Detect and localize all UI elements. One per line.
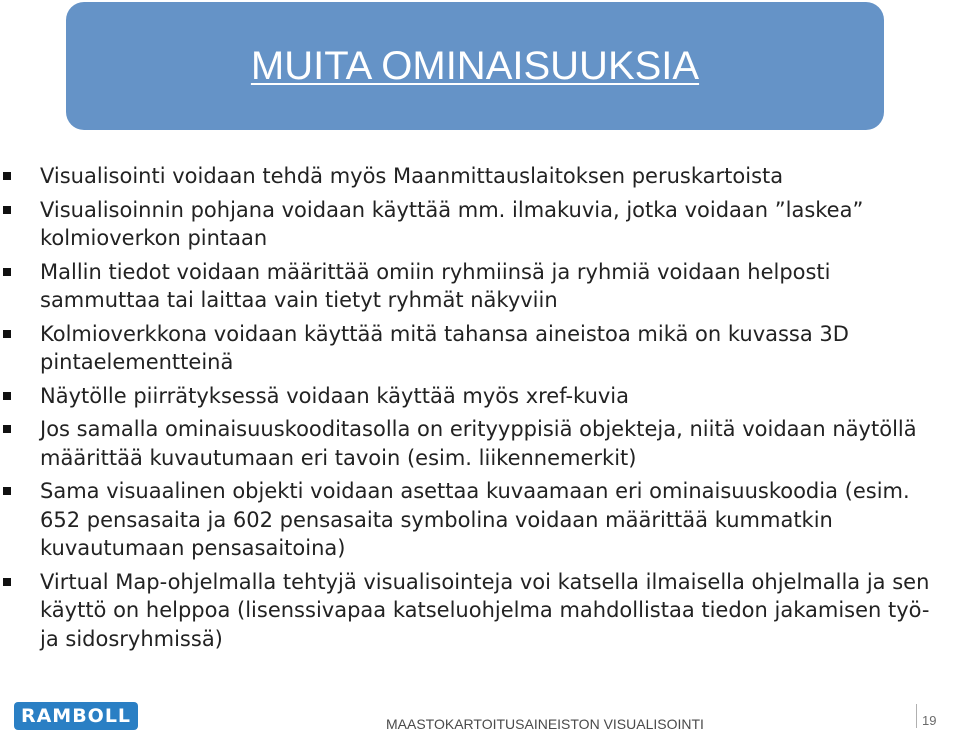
bullet-text: Mallin tiedot voidaan määrittää omiin ryhmiinsä ja ryhmiä voidaan helposti sammuttaa tai laittaa vain tietyt ryhmät näkyviin bbox=[40, 259, 831, 312]
bullet-text: Visualisointi voidaan tehdä myös Maanmittauslaitoksen peruskartoista bbox=[40, 164, 784, 188]
bullet-text: Virtual Map-ohjelmalla tehtyjä visualisointeja voi katsella ilmaisella ohjelmalla ja sen käyttö on helppoa (lisenssivapaa katseluohjelma mahdollistaa tiedon jakamisen työ- ja sidosryhmissä) bbox=[40, 569, 930, 651]
bullet-item bbox=[0, 258, 960, 315]
square-bullet-icon bbox=[3, 268, 11, 276]
bullet-item bbox=[0, 568, 960, 654]
bullet-text: Sama visuaalinen objekti voidaan asettaa kuvaamaan eri ominaisuuskoodia (esim. 652 pensasaita ja 602 pensasaita symbolina voidaan määrittää kummatkin kuvautumaan pensasaitoina) bbox=[40, 479, 910, 560]
logo-text: RAMBOLL bbox=[20, 705, 132, 727]
bullet-list bbox=[0, 162, 960, 658]
square-bullet-icon bbox=[3, 330, 11, 338]
square-bullet-icon bbox=[3, 206, 11, 214]
bullet-text: Kolmioverkkona voidaan käyttää mitä tahansa aineistoa mikä on kuvassa 3D pintaelementteinä bbox=[40, 321, 849, 374]
bullet-item bbox=[0, 162, 960, 191]
square-bullet-icon bbox=[3, 487, 11, 495]
title-banner bbox=[66, 2, 884, 130]
bullet-item bbox=[0, 196, 960, 253]
square-bullet-icon bbox=[3, 578, 11, 586]
bullet-item bbox=[0, 320, 960, 377]
slide-title: MUITA OMINAISUUKSIA bbox=[250, 43, 700, 88]
bullet-text: Jos samalla ominaisuuskooditasolla on erityyppisiä objekteja, niitä voidaan näytöllä määrittää kuvautumaan eri tavoin (esim. liikennemerkit) bbox=[40, 417, 917, 470]
square-bullet-icon bbox=[3, 392, 11, 400]
footer-caption: MAASTOKARTOITUSAINEISTON VISUALISOINTI bbox=[386, 716, 704, 732]
square-bullet-icon bbox=[3, 425, 11, 433]
page-number: 19 bbox=[922, 713, 937, 728]
bullet-item bbox=[0, 382, 960, 411]
bullet-item bbox=[0, 477, 960, 563]
square-bullet-icon bbox=[3, 172, 11, 180]
footer-divider bbox=[916, 704, 917, 728]
bullet-item bbox=[0, 415, 960, 472]
bullet-text: Visualisoinnin pohjana voidaan käyttää mm. ilmakuvia, jotka voidaan ”laskea” kolmioverkon pintaan bbox=[40, 197, 864, 250]
ramboll-logo bbox=[14, 702, 138, 730]
bullet-text: Näytölle piirrätyksessä voidaan käyttää myös xref-kuvia bbox=[40, 383, 630, 408]
